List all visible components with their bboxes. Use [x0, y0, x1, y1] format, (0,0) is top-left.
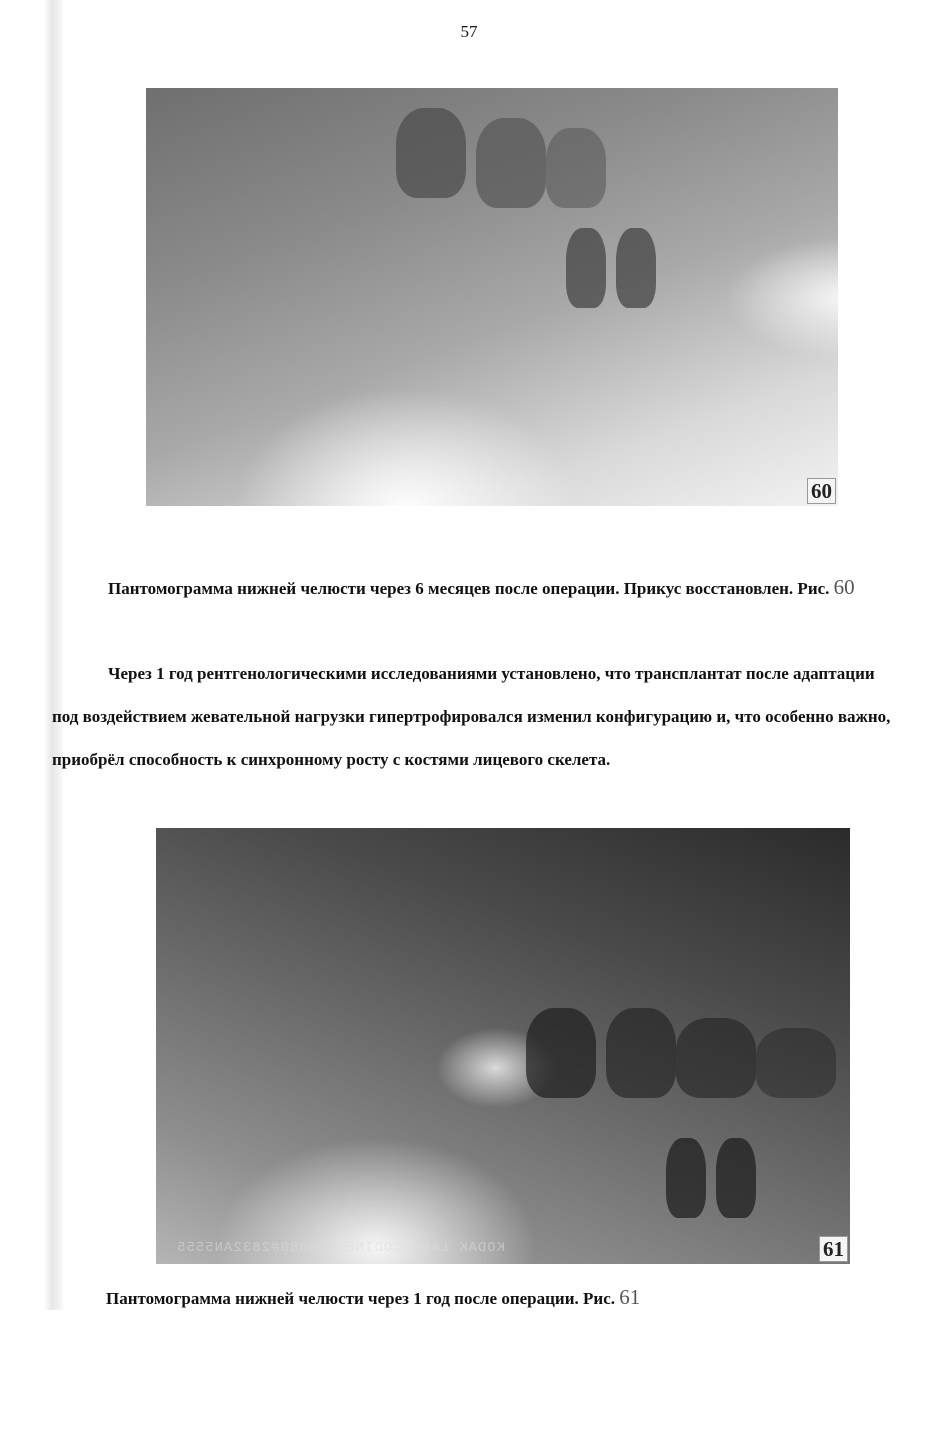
- xray-tooth: [476, 118, 546, 208]
- caption-60: [52, 566, 902, 610]
- caption-61-text: Пантомограмма нижней челюсти через 1 год после операции. Рис.: [106, 1289, 615, 1308]
- caption-60-ref: 60: [833, 575, 855, 599]
- xray-tooth: [526, 1008, 596, 1098]
- xray-tooth: [716, 1138, 756, 1218]
- xray-tooth: [396, 108, 466, 198]
- caption-60-text: Пантомограмма нижней челюсти через 6 месяцев после операции. Прикус восстановлен. Рис.: [108, 579, 830, 598]
- film-imprint: KODAK LAND CODINE 005888#2832AN5555: [176, 1240, 506, 1256]
- body-paragraph: Через 1 год рентгенологическими исследованиями установлено, что трансплантат после адаптации под воздействием жевательной нагрузки гипертрофировался изменил конфигурацию и, что особенно важно, приобрёл способность к синхронному росту с костями лицевого скелета.: [52, 664, 891, 769]
- xray-tooth: [606, 1008, 676, 1098]
- figure-number-badge: 61: [819, 1236, 848, 1262]
- xray-tooth: [566, 228, 606, 308]
- xray-figure-60: [146, 88, 838, 506]
- xray-tooth: [756, 1028, 836, 1098]
- xray-tooth: [666, 1138, 706, 1218]
- xray-tooth: [616, 228, 656, 308]
- caption-61-ref: 61: [619, 1285, 641, 1309]
- page-number: 57: [460, 22, 478, 41]
- xray-figure-61: [156, 828, 850, 1264]
- xray-tooth: [546, 128, 606, 208]
- xray-tooth: [676, 1018, 756, 1098]
- caption-61: [106, 1285, 640, 1310]
- figure-number-badge: 60: [807, 478, 836, 504]
